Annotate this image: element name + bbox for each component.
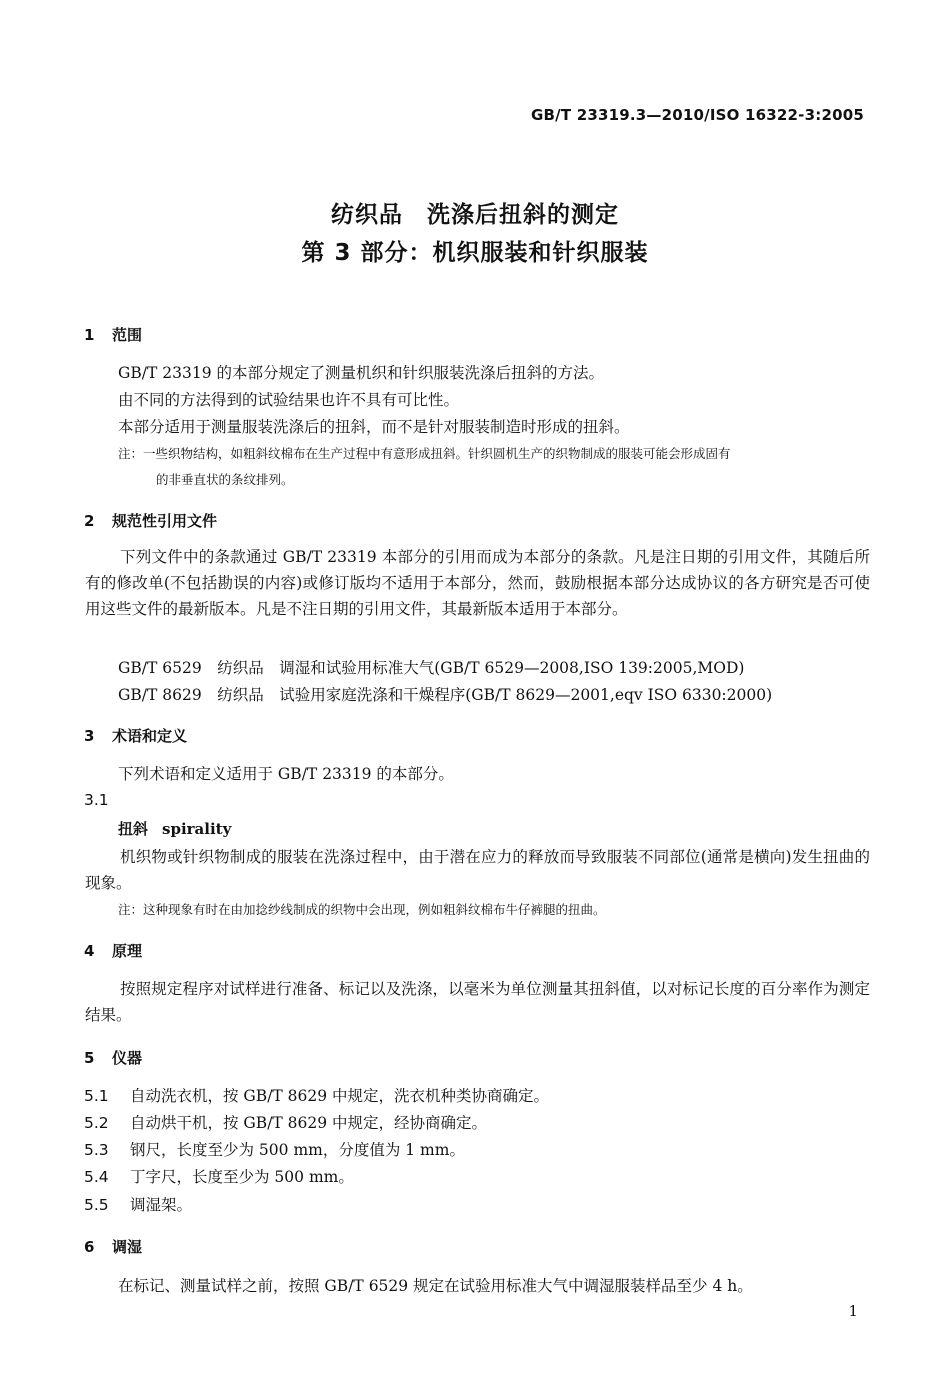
section-number: 4 xyxy=(84,942,95,960)
reference-item: GB/T 8629 纺织品 试验用家庭洗涤和干燥程序(GB/T 8629—2001,eqv ISO 6330:2000) xyxy=(118,686,773,704)
clause-text: 自动洗衣机，按 GB/T 8629 中规定，洗衣机种类协商确定。 xyxy=(130,1087,550,1105)
section-2-heading xyxy=(84,510,217,531)
clause-number: 5.1 xyxy=(84,1087,109,1105)
section-title: 范围 xyxy=(112,326,143,344)
clause-number: 5.2 xyxy=(84,1114,109,1132)
clause-text: 丁字尺，长度至少为 500 mm。 xyxy=(130,1168,354,1186)
paragraph: 按照规定程序对试样进行准备、标记以及洗涤，以毫米为单位测量其扭斜值，以对标记长度的百分率作为测定结果。 xyxy=(85,980,870,1024)
section-3-heading xyxy=(84,725,187,746)
section-title: 调湿 xyxy=(112,1238,143,1256)
term-chinese: 扭斜 xyxy=(118,820,149,838)
clause-item xyxy=(84,1111,487,1133)
clause-item xyxy=(84,1193,192,1215)
paragraph: GB/T 23319 的本部分规定了测量机织和针织服装洗涤后扭斜的方法。 xyxy=(118,364,604,382)
section-4-heading xyxy=(84,940,142,961)
section-number: 6 xyxy=(84,1238,95,1256)
page-number: 1 xyxy=(848,1302,858,1320)
clause-text: 钢尺，长度至少为 500 mm，分度值为 1 mm。 xyxy=(130,1141,465,1159)
term-english: spirality xyxy=(162,820,232,838)
clause-item xyxy=(84,1084,549,1106)
paragraph: 本部分适用于测量服装洗涤后的扭斜，而不是针对服装制造时形成的扭斜。 xyxy=(118,418,630,436)
term-entry xyxy=(118,818,245,839)
clause-number: 5.3 xyxy=(84,1141,109,1159)
clause-text: 调湿架。 xyxy=(130,1196,193,1214)
clause-number: 5.4 xyxy=(84,1168,109,1186)
section-title: 原理 xyxy=(112,942,143,960)
term-definition: 机织物或针织物制成的服装在洗涤过程中，由于潜在应力的释放而导致服装不同部位(通常是横向)发生扭曲的现象。 xyxy=(85,848,870,892)
section-title: 仪器 xyxy=(112,1049,143,1067)
clause-text: 自动烘干机，按 GB/T 8629 中规定，经协商确定。 xyxy=(130,1114,488,1132)
section-number: 5 xyxy=(84,1049,95,1067)
section-1-heading xyxy=(84,324,142,345)
note-line: 注：一些织物结构，如粗斜纹棉布在生产过程中有意形成扭斜。针织圆机生产的织物制成的服装可能会形成固有 xyxy=(118,446,731,461)
doc-title-line1: 纺织品 洗涤后扭斜的测定 xyxy=(331,202,619,228)
paragraph: 在标记、测量试样之前，按照 GB/T 6529 规定在试验用标准大气中调湿服装样品至少 4 h。 xyxy=(118,1277,753,1295)
clause-item xyxy=(84,1138,465,1160)
note-line: 的非垂直状的条纹排列。 xyxy=(156,472,294,487)
section-5-heading xyxy=(84,1047,142,1068)
section-number: 3 xyxy=(84,727,95,745)
section-title: 规范性引用文件 xyxy=(112,512,218,530)
section-number: 2 xyxy=(84,512,95,530)
note-line: 注：这种现象有时在由加捻纱线制成的织物中会出现，例如粗斜纹棉布牛仔裤腿的扭曲。 xyxy=(118,902,606,917)
section-6-heading xyxy=(84,1236,142,1257)
paragraph: 下列文件中的条款通过 GB/T 23319 本部分的引用而成为本部分的条款。凡是注日期的引用文件，其随后所有的修改单(不包括勘误的内容)或修订版均不适用于本部分，然而，鼓励根据本部分达成协议的各方研究是否可使用这些文件的最新版本。凡是不注日期的引用文件，其最新版本适用于本部分。 xyxy=(85,548,870,618)
clause-item xyxy=(84,1165,354,1187)
paragraph: 由不同的方法得到的试验结果也许不具有可比性。 xyxy=(118,391,460,409)
paragraph: 下列术语和定义适用于 GB/T 23319 的本部分。 xyxy=(118,765,454,783)
clause-number: 5.5 xyxy=(84,1196,109,1214)
doc-title-line2: 第 3 部分：机织服装和针织服装 xyxy=(301,240,649,266)
subclause-number: 3.1 xyxy=(84,791,109,809)
section-number: 1 xyxy=(84,326,95,344)
section-title: 术语和定义 xyxy=(112,727,188,745)
standard-number: GB/T 23319.3—2010/ISO 16322-3:2005 xyxy=(531,106,864,124)
reference-item: GB/T 6529 纺织品 调湿和试验用标准大气(GB/T 6529—2008,ISO 139:2005,MOD) xyxy=(118,659,745,677)
